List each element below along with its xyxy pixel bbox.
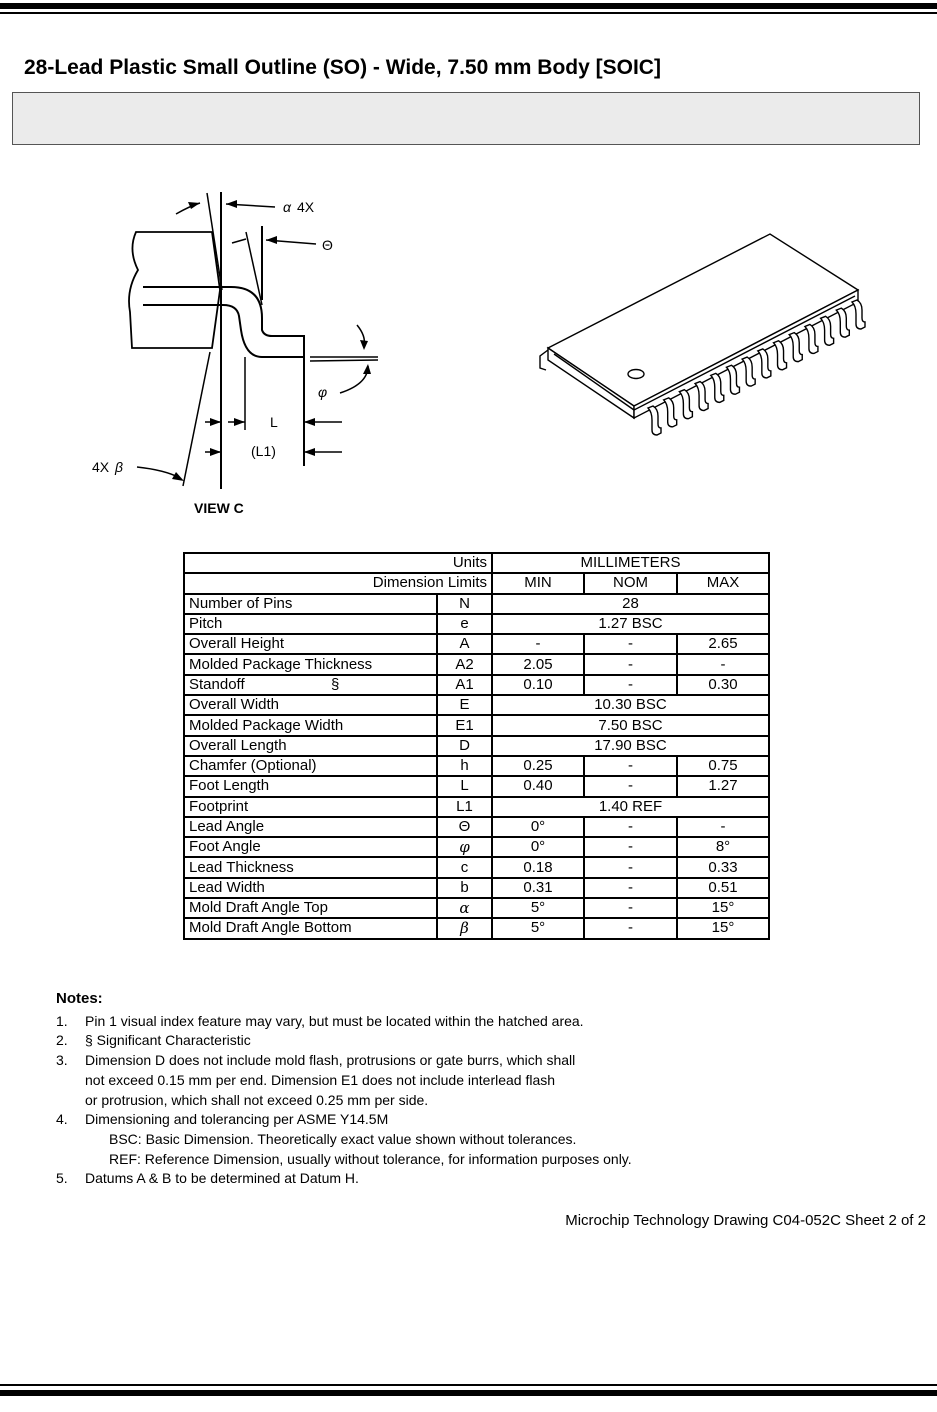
limits-label: Dimension Limits bbox=[184, 573, 492, 593]
min-value: 0.40 bbox=[492, 776, 584, 796]
significant-mark: § bbox=[331, 675, 340, 693]
max-value: 15° bbox=[677, 918, 769, 938]
lead-pin bbox=[664, 398, 677, 427]
note-item bbox=[56, 1169, 632, 1189]
lead-pin bbox=[648, 406, 661, 435]
dimension-name: Foot Length bbox=[184, 776, 437, 796]
lead-pin bbox=[805, 324, 818, 353]
lead-pin bbox=[836, 308, 849, 337]
phi-symbol: φ bbox=[318, 384, 328, 400]
max-value: - bbox=[677, 817, 769, 837]
beta-count: 4X bbox=[92, 459, 110, 475]
table-row bbox=[184, 776, 769, 796]
dimension-symbol: φ bbox=[437, 837, 492, 857]
notes-list bbox=[56, 1012, 632, 1189]
dimension-symbol: E bbox=[437, 695, 492, 715]
note-text: Dimensioning and tolerancing per ASME Y14.5M bbox=[85, 1111, 389, 1128]
lead-pin bbox=[711, 373, 724, 402]
dimension-symbol: c bbox=[437, 857, 492, 877]
alpha-symbol: α bbox=[283, 199, 291, 215]
table-row bbox=[184, 695, 769, 715]
nom-value: - bbox=[584, 634, 677, 654]
table-row bbox=[184, 594, 769, 614]
lead-shape bbox=[143, 287, 304, 357]
min-value: 0° bbox=[492, 817, 584, 837]
top-border-thick bbox=[0, 3, 937, 9]
dimension-symbol: β bbox=[437, 918, 492, 938]
units-value: MILLIMETERS bbox=[492, 553, 769, 573]
max-value: 15° bbox=[677, 898, 769, 918]
dimension-symbol: Θ bbox=[437, 817, 492, 837]
min-value: 0.31 bbox=[492, 878, 584, 898]
dimension-name: Footprint bbox=[184, 797, 437, 817]
nominal-value: 28 bbox=[492, 594, 769, 614]
alpha-count: 4X bbox=[297, 199, 315, 215]
table-row bbox=[184, 614, 769, 634]
lead-pin bbox=[852, 300, 865, 329]
dimension-symbol: N bbox=[437, 594, 492, 614]
min-header: MIN bbox=[492, 573, 584, 593]
lead-pin bbox=[774, 341, 787, 370]
units-label: Units bbox=[184, 553, 492, 573]
note-number: 5. bbox=[56, 1170, 68, 1187]
dimension-name: Lead Thickness bbox=[184, 857, 437, 877]
nom-header: NOM bbox=[584, 573, 677, 593]
note-line: not exceed 0.15 mm per end. Dimension E1 does not include interlead flash bbox=[85, 1071, 556, 1088]
nom-value: - bbox=[584, 756, 677, 776]
dimension-symbol: A2 bbox=[437, 654, 492, 674]
max-value: 0.33 bbox=[677, 857, 769, 877]
max-value: 2.65 bbox=[677, 634, 769, 654]
dimension-symbol: h bbox=[437, 756, 492, 776]
dimension-name: Mold Draft Angle Top bbox=[184, 898, 437, 918]
max-value: - bbox=[677, 654, 769, 674]
max-value: 1.27 bbox=[677, 776, 769, 796]
note-number: 2. bbox=[56, 1032, 68, 1049]
note-item bbox=[56, 1110, 632, 1130]
nominal-value: 1.27 BSC bbox=[492, 614, 769, 634]
dimension-table bbox=[183, 552, 770, 940]
table-row bbox=[184, 898, 769, 918]
nom-value: - bbox=[584, 675, 677, 695]
max-value: 8° bbox=[677, 837, 769, 857]
dimension-name: Mold Draft Angle Bottom bbox=[184, 918, 437, 938]
dimension-name: Pitch bbox=[184, 614, 437, 634]
lead-pin bbox=[679, 390, 692, 419]
page-title: 28-Lead Plastic Small Outline (SO) - Wide, 7.50 mm Body [SOIC] bbox=[24, 56, 661, 79]
top-border-thin bbox=[0, 12, 937, 14]
note-subitem: BSC: Basic Dimension. Theoretically exact value shown without tolerances. bbox=[109, 1130, 577, 1147]
dimension-name: Molded Package Thickness bbox=[184, 654, 437, 674]
table-row bbox=[184, 837, 769, 857]
nominal-value: 17.90 BSC bbox=[492, 736, 769, 756]
dimension-name: Overall Width bbox=[184, 695, 437, 715]
beta-symbol: β bbox=[115, 459, 123, 475]
max-header: MAX bbox=[677, 573, 769, 593]
package-drawing bbox=[0, 180, 937, 525]
max-value: 0.51 bbox=[677, 878, 769, 898]
dimension-name: Overall Height bbox=[184, 634, 437, 654]
lead-pin bbox=[742, 357, 755, 386]
nom-value: - bbox=[584, 654, 677, 674]
min-value: 5° bbox=[492, 898, 584, 918]
note-number: 1. bbox=[56, 1012, 68, 1029]
dimension-name: Standoff § bbox=[184, 675, 437, 695]
bottom-border-thick bbox=[0, 1390, 937, 1396]
nom-value: - bbox=[584, 878, 677, 898]
min-value: 0.25 bbox=[492, 756, 584, 776]
nominal-value: 7.50 BSC bbox=[492, 715, 769, 735]
table-row bbox=[184, 634, 769, 654]
min-value: - bbox=[492, 634, 584, 654]
dimension-name: Overall Length bbox=[184, 736, 437, 756]
note-item bbox=[56, 1012, 632, 1032]
table-row bbox=[184, 715, 769, 735]
nom-value: - bbox=[584, 918, 677, 938]
min-value: 2.05 bbox=[492, 654, 584, 674]
dimension-name: Lead Width bbox=[184, 878, 437, 898]
dimension-symbol: α bbox=[437, 898, 492, 918]
dimension-name: Foot Angle bbox=[184, 837, 437, 857]
table-row bbox=[184, 756, 769, 776]
L-label: L bbox=[270, 414, 278, 430]
table-row bbox=[184, 654, 769, 674]
min-value: 0.10 bbox=[492, 675, 584, 695]
nominal-value: 10.30 BSC bbox=[492, 695, 769, 715]
theta-symbol: Θ bbox=[322, 237, 333, 253]
package-3d-view bbox=[540, 234, 865, 435]
notes-section bbox=[56, 989, 632, 1189]
note-number: 3. bbox=[56, 1052, 68, 1069]
notes-heading: Notes: bbox=[56, 990, 103, 1007]
note-line: Dimension D does not include mold flash, protrusions or gate burrs, which shall bbox=[85, 1052, 576, 1069]
min-value: 5° bbox=[492, 918, 584, 938]
L1-label: (L1) bbox=[251, 443, 276, 459]
lead-pin bbox=[726, 365, 739, 394]
note-number: 4. bbox=[56, 1111, 68, 1128]
lead-pin bbox=[758, 349, 771, 378]
dimension-symbol: e bbox=[437, 614, 492, 634]
note-subitem: REF: Reference Dimension, usually without tolerance, for information purposes only. bbox=[109, 1150, 632, 1167]
max-value: 0.75 bbox=[677, 756, 769, 776]
nom-value: - bbox=[584, 817, 677, 837]
note-item bbox=[56, 1051, 632, 1110]
limits-row bbox=[184, 573, 769, 593]
dimension-name: Lead Angle bbox=[184, 817, 437, 837]
dimension-name: Number of Pins bbox=[184, 594, 437, 614]
table-row bbox=[184, 878, 769, 898]
dimension-symbol: E1 bbox=[437, 715, 492, 735]
max-value: 0.30 bbox=[677, 675, 769, 695]
min-value: 0° bbox=[492, 837, 584, 857]
table-row bbox=[184, 817, 769, 837]
dimension-rows bbox=[184, 594, 769, 939]
nom-value: - bbox=[584, 857, 677, 877]
dimension-name: Chamfer (Optional) bbox=[184, 756, 437, 776]
nom-value: - bbox=[584, 837, 677, 857]
note-item bbox=[56, 1031, 632, 1051]
lead-pin bbox=[695, 382, 708, 411]
table-row bbox=[184, 736, 769, 756]
nom-value: - bbox=[584, 776, 677, 796]
dimension-symbol: L bbox=[437, 776, 492, 796]
dimension-symbol: D bbox=[437, 736, 492, 756]
note-text: Pin 1 visual index feature may vary, but must be located within the hatched area. bbox=[85, 1012, 584, 1029]
table-row bbox=[184, 675, 769, 695]
note-line: or protrusion, which shall not exceed 0.25 mm per side. bbox=[85, 1091, 429, 1108]
dimension-symbol: L1 bbox=[437, 797, 492, 817]
dimension-symbol: A1 bbox=[437, 675, 492, 695]
dimension-symbol: b bbox=[437, 878, 492, 898]
lead-pin bbox=[821, 316, 834, 345]
table-row bbox=[184, 857, 769, 877]
nom-value: - bbox=[584, 898, 677, 918]
table-row bbox=[184, 797, 769, 817]
dimension-symbol: A bbox=[437, 634, 492, 654]
table-row bbox=[184, 918, 769, 938]
note-text: § Significant Characteristic bbox=[85, 1032, 251, 1049]
note-text: Datums A & B to be determined at Datum H. bbox=[85, 1170, 359, 1187]
drawing-reference: Microchip Technology Drawing C04-052C Sheet 2 of 2 bbox=[565, 1212, 926, 1229]
lead-pin bbox=[789, 333, 802, 362]
view-c-caption: VIEW C bbox=[194, 500, 244, 516]
dimension-name: Molded Package Width bbox=[184, 715, 437, 735]
header-band bbox=[12, 92, 920, 145]
nominal-value: 1.40 REF bbox=[492, 797, 769, 817]
bottom-border-thin bbox=[0, 1384, 937, 1386]
min-value: 0.18 bbox=[492, 857, 584, 877]
units-row bbox=[184, 553, 769, 573]
body-outline bbox=[129, 232, 220, 348]
